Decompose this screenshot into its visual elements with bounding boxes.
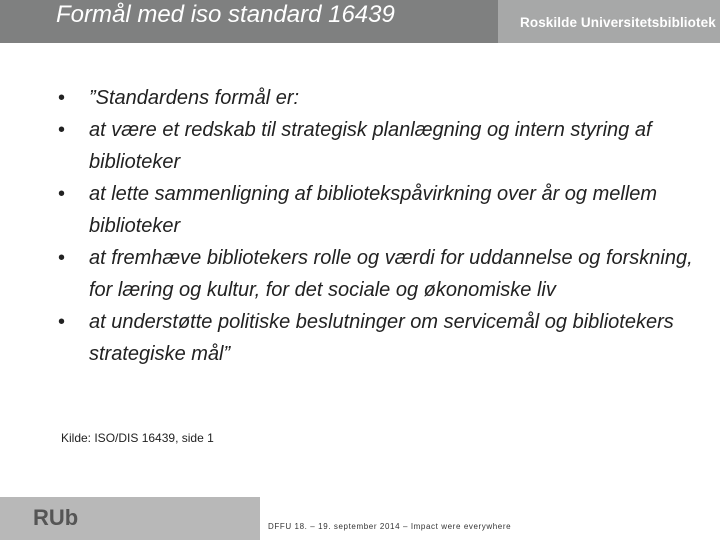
bullet-text: ”Standardens formål er: xyxy=(89,87,300,109)
bullet-text: at understøtte politiske beslutninger om servicemål og bibliotekers strategiske mål” xyxy=(89,311,674,365)
bullet-item xyxy=(58,242,698,306)
university-logo-text: Roskilde Universitetsbibliotek xyxy=(520,15,716,30)
source-citation: Kilde: ISO/DIS 16439, side 1 xyxy=(61,431,214,445)
slide-header xyxy=(0,0,720,43)
bullet-marker: • xyxy=(58,119,66,141)
bullet-marker: • xyxy=(58,311,66,333)
bullet-marker: • xyxy=(58,183,66,205)
bullet-text: at være et redskab til strategisk planlægning og intern styring af biblioteker xyxy=(89,119,652,173)
footer-event-text: DFFU 18. – 19. september 2014 – Impact were everywhere xyxy=(268,522,512,531)
bullet-item xyxy=(58,306,698,370)
bullet-item xyxy=(58,178,698,242)
bullet-item xyxy=(58,82,698,114)
bullet-text: at lette sammenligning af bibliotekspåvirkning over år og mellem biblioteker xyxy=(89,183,658,237)
bullet-list xyxy=(58,82,698,370)
bullet-marker: • xyxy=(58,87,66,109)
bullet-marker: • xyxy=(58,247,66,269)
slide-title: Formål med iso standard 16439 xyxy=(56,1,395,28)
footer-band xyxy=(0,497,260,540)
bullet-text: at fremhæve bibliotekers rolle og værdi for uddannelse og forskning, for læring og kultur, for det sociale og økonomiske liv xyxy=(89,247,693,301)
university-logo-box xyxy=(498,0,720,43)
rub-logo: RUb xyxy=(33,505,79,530)
bullet-item xyxy=(58,114,698,178)
